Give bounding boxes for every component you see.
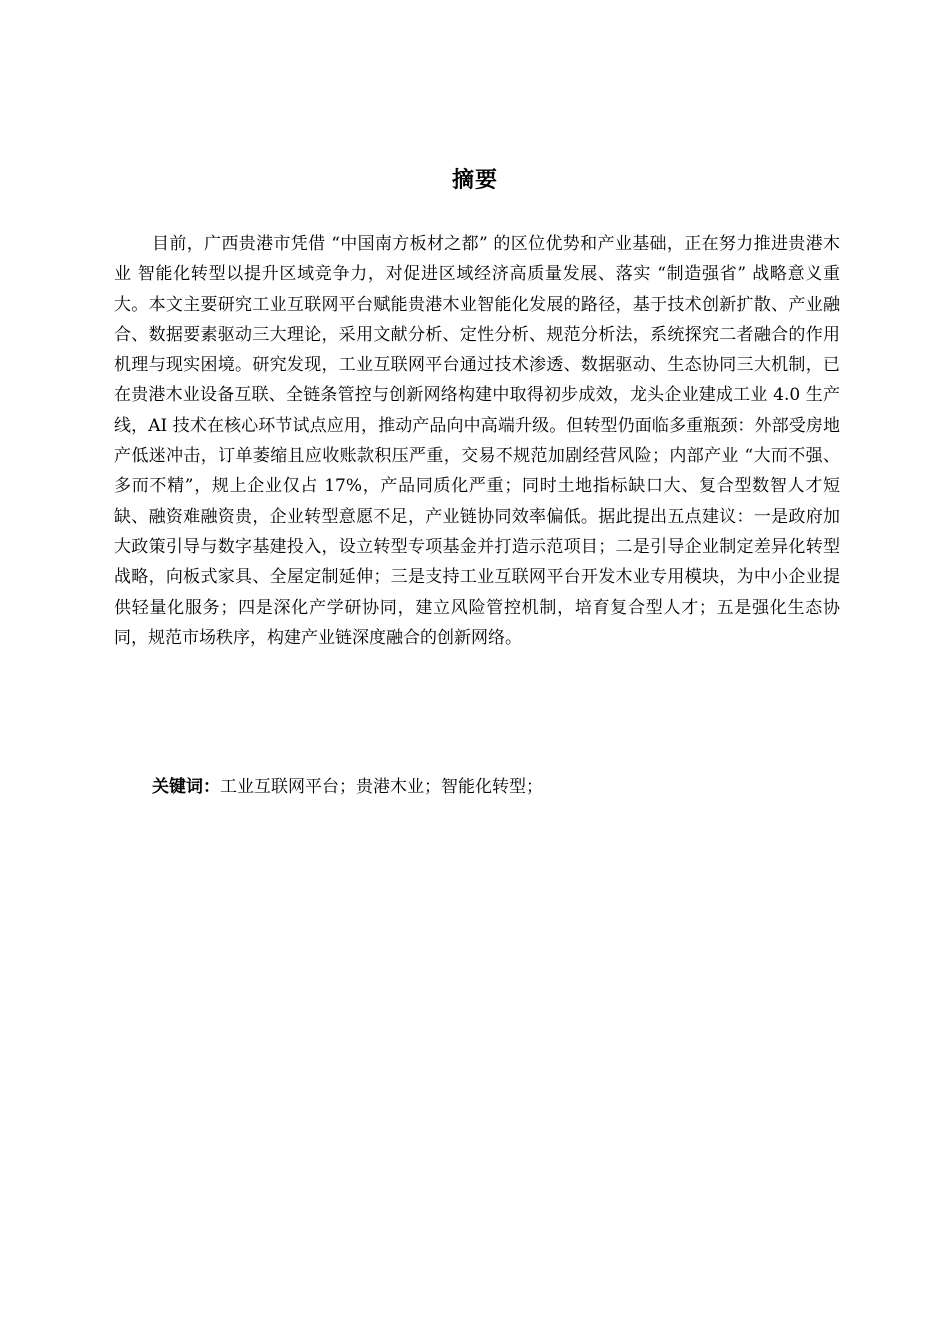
keywords-value: 工业互联网平台；贵港木业；智能化转型； <box>220 777 543 797</box>
keywords-label: 关键词： <box>152 777 220 797</box>
page-title: 摘要 <box>451 168 498 193</box>
keywords-line <box>152 772 842 802</box>
abstract-paragraph: 目前，广西贵港市凭借 “中国南方板材之都” 的区位优势和产业基础，正在努力推进贵港木业 智能化转型以提升区域竞争力，对促进区域经济高质量发展、落实 “制造强省” 战略意义重大。本文主要研究工业互联网平台赋能贵港木业智能化发展的路径，基于技术创新扩散、产业融合、数据要素驱动三大理论，采用文献分析、定性分析、规范分析法，系统探究二者融合的作用机理与现实困境。研究发现，工业互联网平台通过技术渗透、数据驱动、生态协同三大机制，已在贵港木业设备互联、全链条管控与创新网络构建中取得初步成效，龙头企业建成工业 4.0 生产线，AI 技术在核心环节试点应用，推动产品向中高端升级。但转型仍面临多重瓶颈：外部受房地产低迷冲击，订单萎缩且应收账款积压严重，交易不规范加剧经营风险；内部产业 “大而不强、多而不精”，规上企业仅占 17%，产品同质化严重；同时土地指标缺口大、复合型数智人才短缺、融资难融资贵，企业转型意愿不足，产业链协同效率偏低。据此提出五点建议：一是政府加大政策引导与数字基建投入，设立转型专项基金并打造示范项目；二是引导企业制定差异化转型战略，向板式家具、全屋定制延伸；三是支持工业互联网平台开发木业专用模块，为中小企业提供轻量化服务；四是深化产学研协同，建立风险管控机制，培育复合型人才；五是强化生态协同，规范市场秩序，构建产业链深度融合的创新网络。 <box>114 234 840 648</box>
